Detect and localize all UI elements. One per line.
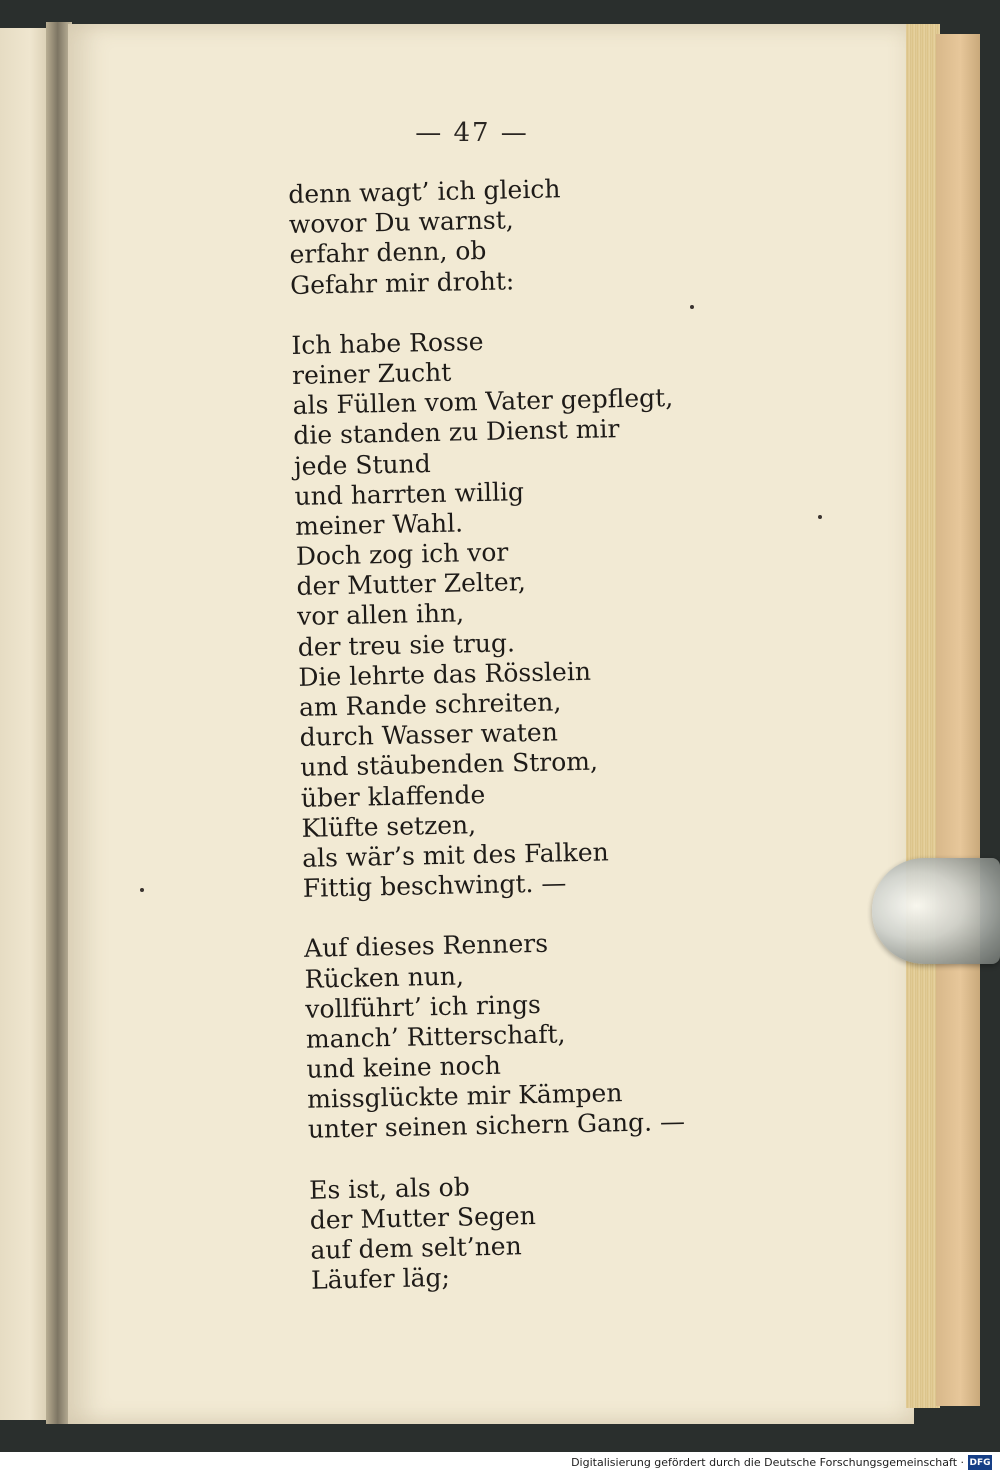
- back-cover: [936, 34, 980, 1406]
- poem-line: als wär’s mit des Falken: [301, 837, 609, 873]
- poem-line: Rücken nun,: [304, 960, 465, 994]
- poem-line: am Rande schreiten,: [298, 687, 562, 722]
- poem-line: erfahr denn, ob: [289, 236, 487, 270]
- left-page-edge: [0, 28, 50, 1420]
- poem-line: Es ist, als ob: [308, 1172, 470, 1205]
- poem-line: Läufer läg;: [310, 1263, 451, 1295]
- poem-line: über klaffende: [300, 779, 486, 813]
- poem-line: Die lehrte das Rösslein: [298, 656, 592, 692]
- poem-line: Ich habe Rosse: [291, 326, 484, 360]
- footer-credit: Digitalisierung gefördert durch die Deutsche Forschungsgemeinschaft ·: [571, 1456, 964, 1469]
- ink-speck: [818, 515, 822, 519]
- poem-line: meiner Wahl.: [294, 508, 464, 541]
- ink-speck: [690, 305, 694, 309]
- poem-line: reiner Zucht: [291, 357, 452, 390]
- poem-line: jede Stund: [293, 448, 431, 481]
- poem-line: Auf dieses Renners: [303, 929, 549, 964]
- poem-line: missglückte mir Kämpen: [306, 1078, 623, 1115]
- poem-line: als Füllen vom Vater gepflegt,: [292, 383, 674, 421]
- ink-speck: [140, 888, 144, 892]
- poem-line: der Mutter Zelter,: [296, 567, 527, 602]
- poem-line: auf dem selt’nen: [310, 1231, 522, 1265]
- poem-line: unter seinen sichern Gang. —: [307, 1107, 686, 1145]
- poem-line: manch’ Ritterschaft,: [305, 1019, 566, 1054]
- poem-line: der Mutter Segen: [309, 1200, 537, 1235]
- poem-line: denn wagt’ ich gleich: [288, 174, 561, 209]
- poem-line: Doch zog ich vor: [295, 537, 509, 571]
- poem-line: vor allen ihn,: [296, 598, 465, 632]
- poem-line: durch Wasser waten: [299, 717, 559, 753]
- poem-text: [288, 171, 731, 1296]
- page-edges: [906, 24, 940, 1408]
- poem-line: wovor Du warnst,: [288, 205, 514, 240]
- page-clip: [872, 858, 1000, 964]
- poem-line: und keine noch: [306, 1050, 502, 1084]
- poem-line: Fittig beschwingt. —: [302, 868, 567, 903]
- poem-line: die standen zu Dienst mir: [293, 414, 620, 451]
- dfg-logo-icon: DFG: [968, 1455, 992, 1470]
- poem-line: und harrten willig: [294, 476, 525, 511]
- poem-line: vollführt’ ich rings: [305, 989, 542, 1024]
- poem-line: Klüfte setzen,: [301, 809, 477, 843]
- poem-line: Gefahr mir droht:: [289, 265, 515, 300]
- poem-line: der treu sie trug.: [297, 627, 516, 662]
- page-number: — 47 —: [415, 118, 529, 148]
- poem-line: und stäubenden Strom,: [300, 747, 599, 783]
